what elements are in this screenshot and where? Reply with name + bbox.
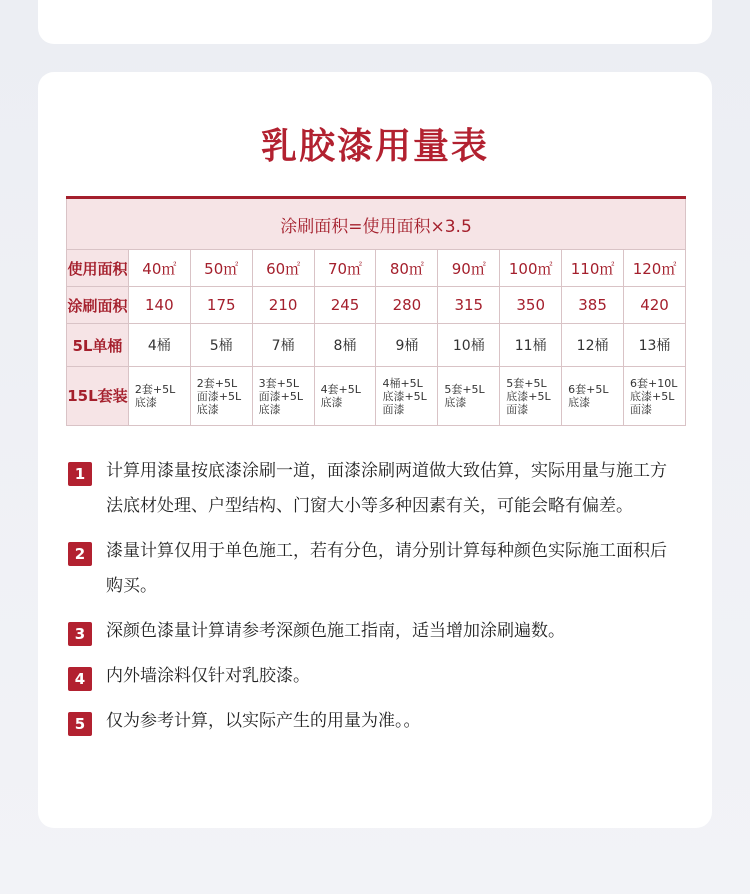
note-number-badge: 4 [68,667,92,691]
table-cell: 4桶 [128,324,190,367]
note-text: 内外墙涂料仅针对乳胶漆。 [106,666,310,686]
note-text: 漆量计算仅用于单色施工，若有分色，请分别计算每种颜色实际施工面积后购买。 [106,541,667,596]
cell-line: 3套+5L [258,376,300,390]
note-number-badge: 5 [68,712,92,736]
formula-row [67,198,686,250]
table-cell [190,367,252,426]
table-cell: 110㎡ [562,250,624,287]
cell-line: 6套+10L [630,376,678,390]
note-number-badge: 2 [68,542,92,566]
table-cell [500,367,562,426]
cell-line: 4套+5L [320,383,361,396]
cell-line: 2套+5L [134,383,176,396]
note-text: 深颜色漆量计算请参考深颜色施工指南，适当增加涂刷遍数。 [106,621,565,641]
table-cell [562,367,624,426]
cell-line: 面漆+5L [196,389,242,403]
table-cell: 100㎡ [500,250,562,287]
cell-line: 底漆 [134,396,157,409]
table-cell [376,367,438,426]
cell-line: 底漆 [444,396,467,409]
note-item [68,620,688,649]
note-item [68,710,688,739]
table-cell: 9桶 [376,324,438,367]
table-row-5l-bucket [67,324,686,367]
table-cell: 385 [562,287,624,324]
cell-line: 5套+5L [444,383,485,396]
table-cell: 280 [376,287,438,324]
table-cell: 140 [128,287,190,324]
table-cell [624,367,686,426]
row-header-15l-set: 15L套装 [67,367,129,426]
table-cell: 10桶 [438,324,500,367]
cell-line: 底漆 [568,396,591,409]
table-cell: 350 [500,287,562,324]
cell-line: 面漆 [506,402,529,416]
note-number-badge: 3 [68,622,92,646]
cell-line: 5套+5L [506,376,547,390]
page-title: 乳胶漆用量表 [260,126,489,167]
cell-line: 底漆+5L [630,389,675,403]
table-cell: 210 [252,287,314,324]
cell-line: 面漆 [630,402,653,416]
table-cell: 13桶 [624,324,686,367]
table-cell: 420 [624,287,686,324]
note-text: 仅为参考计算，以实际产生的用量为准。。 [106,711,421,731]
cell-line: 4桶+5L [382,376,423,390]
note-item [68,540,688,604]
note-text: 计算用漆量按底漆涂刷一道，面漆涂刷两道做大致估算，实际用量与施工方法底材处理、户型结构、门窗大小等多种因素有关，可能会略有偏差。 [106,461,667,516]
notes-list [68,460,688,755]
row-header-paint-area: 涂刷面积 [67,287,129,324]
table-cell [128,367,190,426]
table-cell: 7桶 [252,324,314,367]
usage-table [66,196,686,426]
cell-line: 底漆 [196,402,219,416]
table-cell: 60㎡ [252,250,314,287]
table-row-use-area [67,250,686,287]
cell-line: 面漆 [382,402,405,416]
table-cell: 40㎡ [128,250,190,287]
table-cell: 70㎡ [314,250,376,287]
table-cell: 90㎡ [438,250,500,287]
table-cell: 50㎡ [190,250,252,287]
table-cell: 12桶 [562,324,624,367]
table-cell: 5桶 [190,324,252,367]
cell-line: 底漆+5L [506,389,551,403]
cell-line: 2套+5L [196,376,238,390]
table-cell: 80㎡ [376,250,438,287]
table-cell: 11桶 [500,324,562,367]
note-item [68,665,688,694]
cell-line: 底漆+5L [382,389,427,403]
table-cell: 315 [438,287,500,324]
table-cell [314,367,376,426]
top-card [38,0,712,44]
cell-line: 底漆 [320,396,343,409]
table-cell: 175 [190,287,252,324]
usage-table-wrap [66,196,686,426]
cell-line: 面漆+5L [258,389,304,403]
formula-cell: 涂刷面积=使用面积×3.5 [67,198,686,250]
cell-line: 6套+5L [568,383,609,396]
table-cell [438,367,500,426]
table-cell: 8桶 [314,324,376,367]
note-item [68,460,688,524]
note-number-badge: 1 [68,462,92,486]
cell-line: 底漆 [258,402,281,416]
table-row-paint-area [67,287,686,324]
row-header-5l-bucket: 5L单桶 [67,324,129,367]
table-row-15l-set [67,367,686,426]
table-cell: 245 [314,287,376,324]
main-card [38,72,712,828]
table-cell [252,367,314,426]
row-header-use-area: 使用面积 [67,250,129,287]
table-cell: 120㎡ [624,250,686,287]
